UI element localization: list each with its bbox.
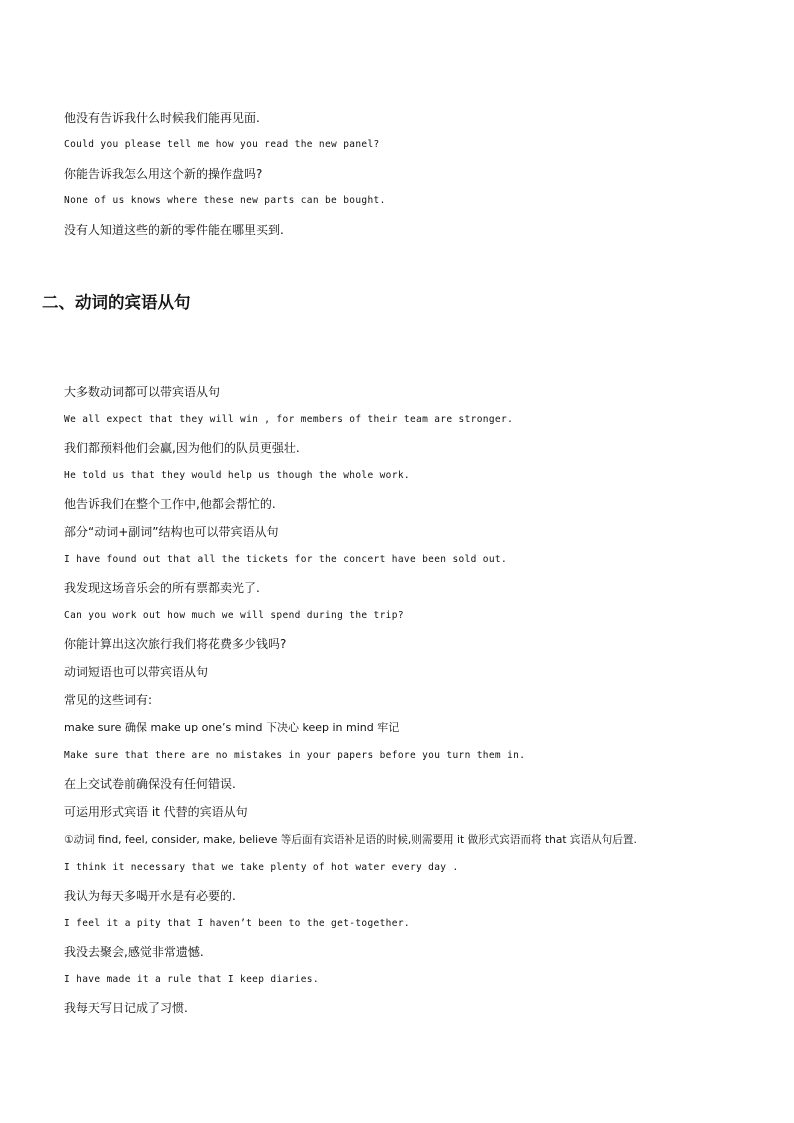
text-line: 部分“动词+副词”结构也可以带宾语从句 bbox=[64, 525, 279, 539]
text-line: 我们都预料他们会赢,因为他们的队员更强壮. bbox=[64, 441, 300, 455]
text-line: 我没去聚会,感觉非常遗憾. bbox=[64, 945, 204, 959]
section-heading: 二、动词的宾语从句 bbox=[42, 293, 191, 312]
text-line: We all expect that they will win , for members of their team are stronger. bbox=[64, 414, 514, 425]
text-line: 你能计算出这次旅行我们将花费多少钱吗? bbox=[64, 637, 287, 651]
text-line: I feel it a pity that I haven’t been to the get-together. bbox=[64, 918, 410, 929]
text-line: I think it necessary that we take plenty of hot water every day . bbox=[64, 862, 459, 873]
text-line: ①动词 find, feel, consider, make, believe 等后面有宾语补足语的时候,则需要用 it 做形式宾语而将 that 宾语从句后置. bbox=[64, 834, 637, 846]
text-line: 常见的这些词有: bbox=[64, 693, 153, 707]
text-line: He told us that they would help us though the whole work. bbox=[64, 470, 410, 481]
text-line: None of us knows where these new parts can be bought. bbox=[64, 195, 386, 206]
text-line: 他告诉我们在整个工作中,他都会帮忙的. bbox=[64, 497, 276, 511]
text-line: I have made it a rule that I keep diaries. bbox=[64, 974, 319, 985]
text-line: Make sure that there are no mistakes in your papers before you turn them in. bbox=[64, 750, 526, 761]
text-line: 可运用形式宾语 it 代替的宾语从句 bbox=[64, 805, 248, 819]
text-line: 我每天写日记成了习惯. bbox=[64, 1001, 188, 1015]
text-line: 动词短语也可以带宾语从句 bbox=[64, 665, 209, 679]
text-line: make sure 确保 make up one’s mind 下决心 keep in mind 牢记 bbox=[64, 721, 400, 734]
text-line: 在上交试卷前确保没有任何错误. bbox=[64, 777, 236, 791]
text-line: I have found out that all the tickets for the concert have been sold out. bbox=[64, 554, 508, 565]
text-line: 他没有告诉我什么时候我们能再见面. bbox=[64, 111, 260, 125]
text-line: Can you work out how much we will spend during the trip? bbox=[64, 610, 404, 621]
text-line: 我发现这场音乐会的所有票都卖光了. bbox=[64, 581, 260, 595]
text-line: 你能告诉我怎么用这个新的操作盘吗? bbox=[64, 167, 263, 181]
text-line: 我认为每天多喝开水是有必要的. bbox=[64, 889, 236, 903]
text-line: 没有人知道这些的新的零件能在哪里买到. bbox=[64, 223, 284, 237]
text-line: 大多数动词都可以带宾语从句 bbox=[64, 385, 221, 399]
text-line: Could you please tell me how you read the new panel? bbox=[64, 139, 380, 150]
